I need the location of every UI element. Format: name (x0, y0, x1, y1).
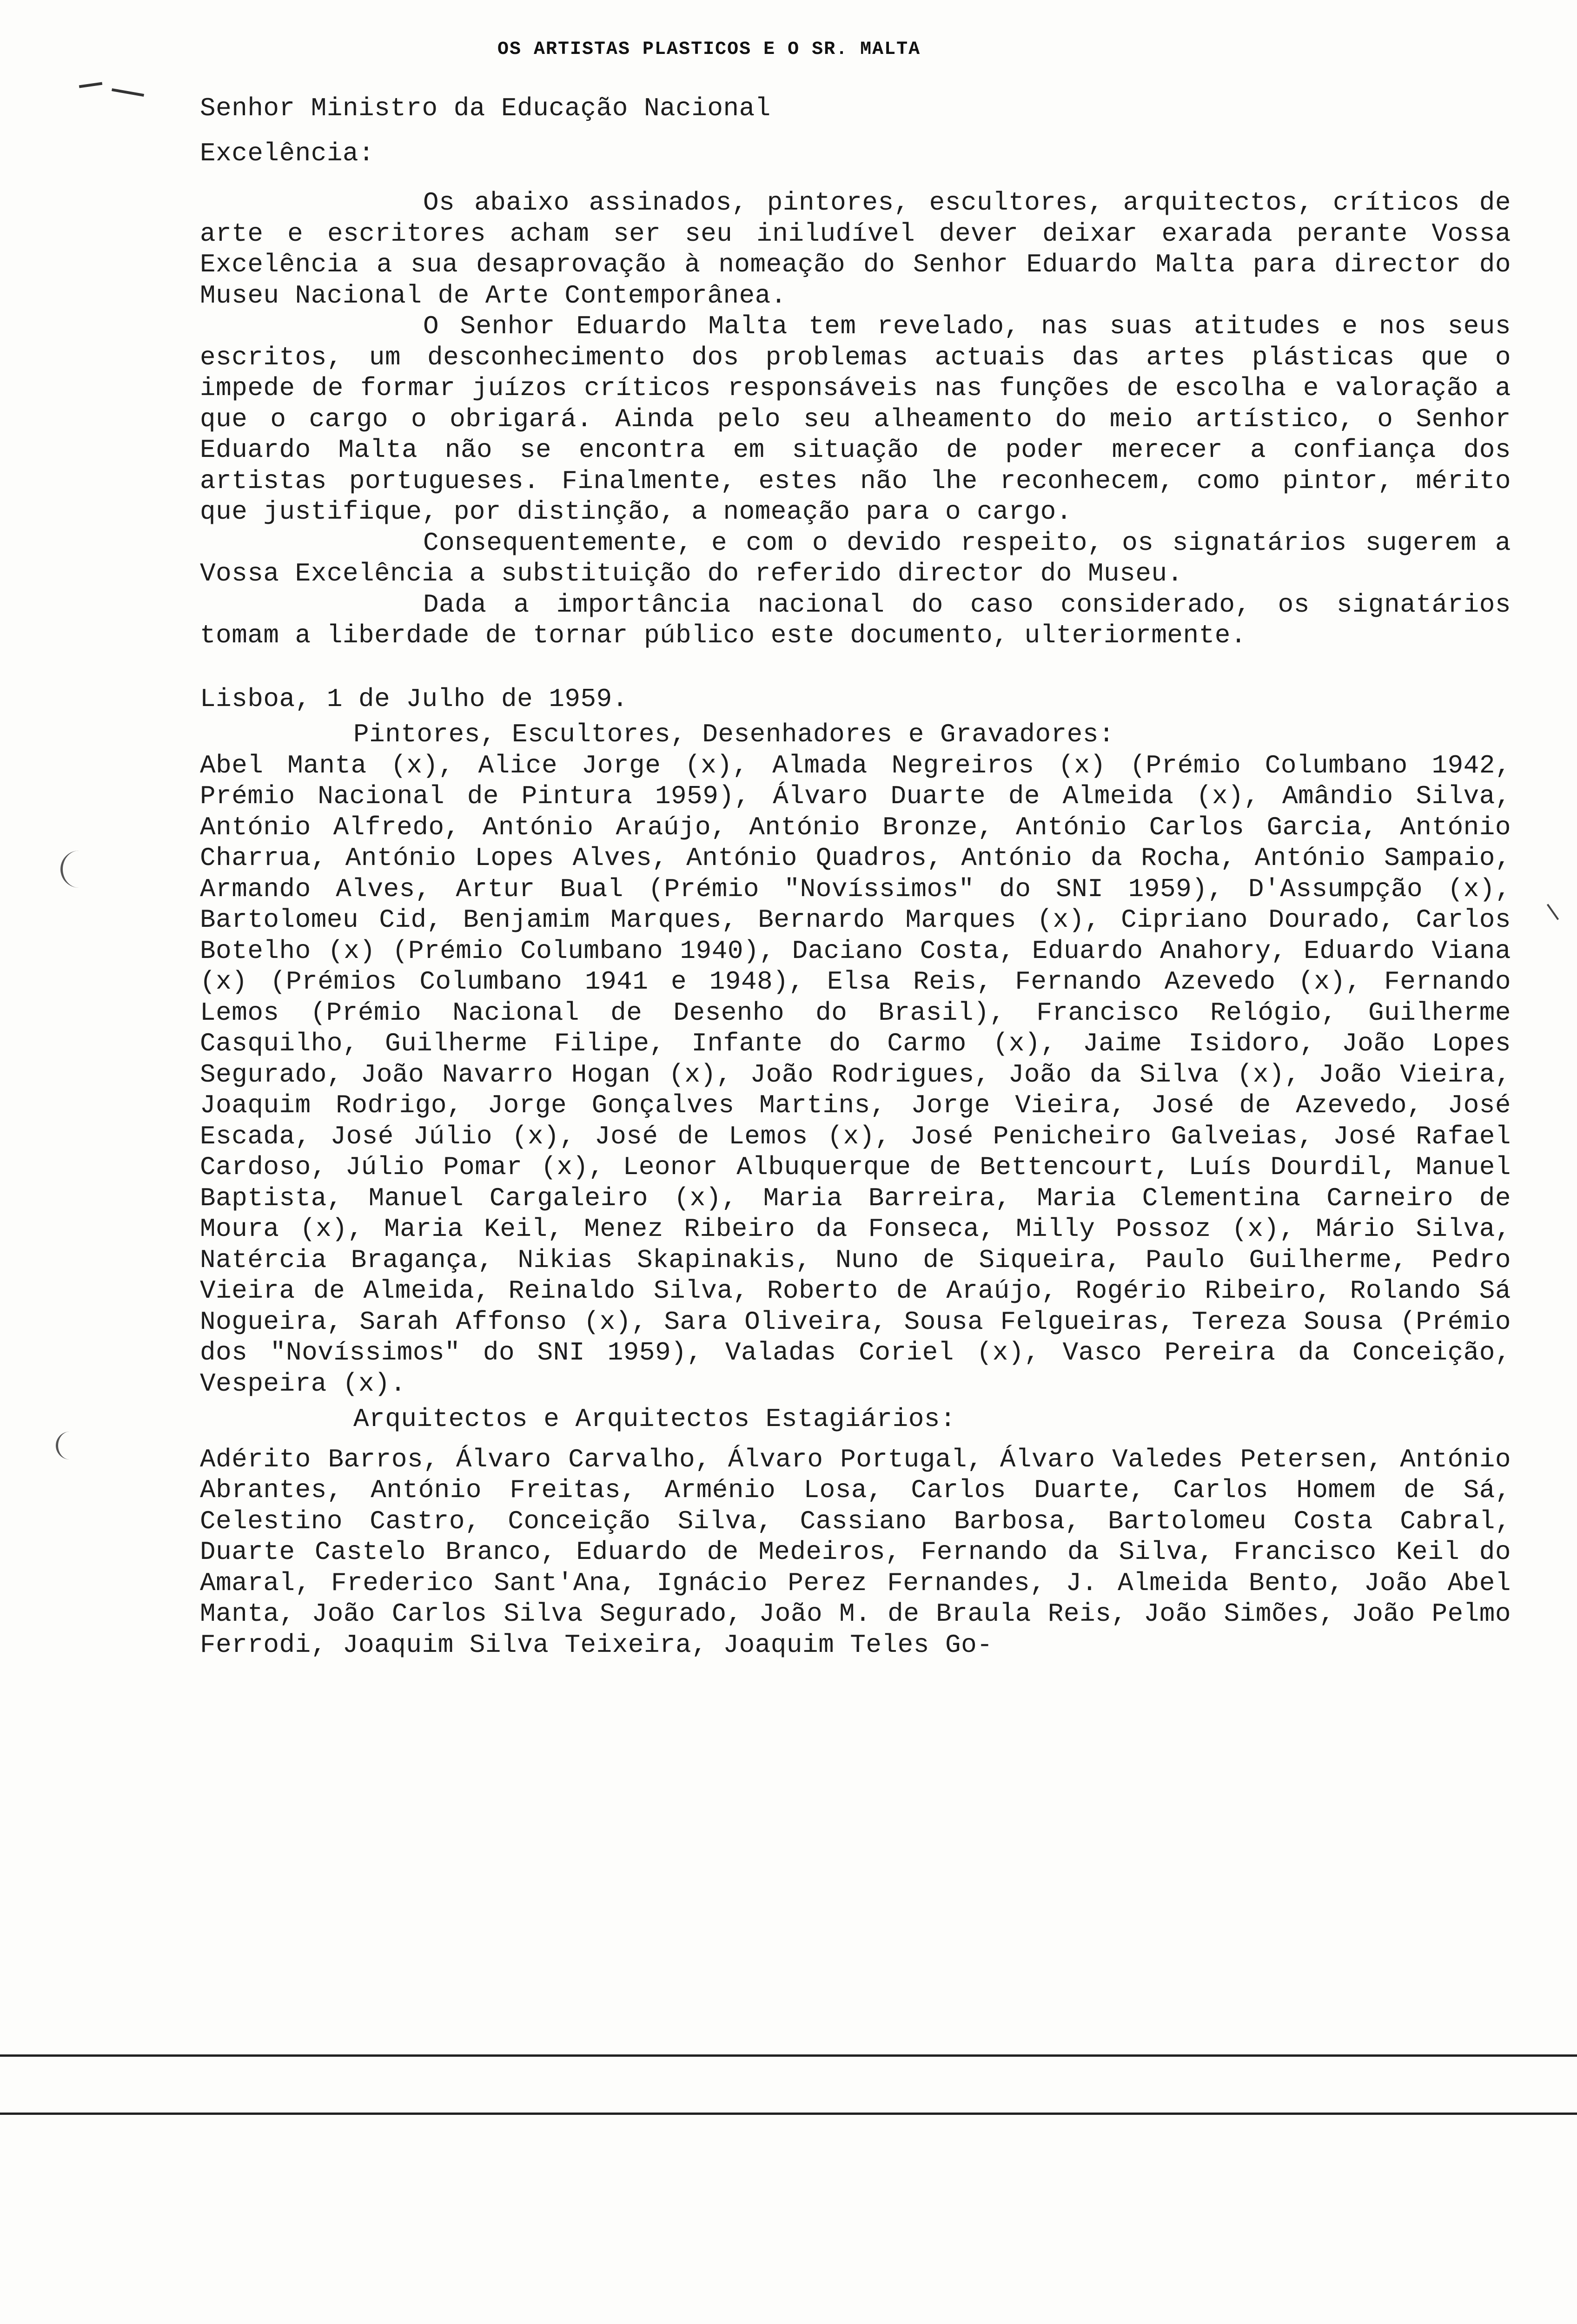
addressee: Senhor Ministro da Educação Nacional (200, 93, 771, 123)
letter-body (200, 93, 1511, 1660)
page-header: OS ARTISTAS PLASTICOS E O SR. MALTA (497, 39, 921, 60)
paragraph-4: Dada a importância nacional do caso considerado, os signatários tomam a liberdade de tornar público este documento, ulteriormente. (200, 589, 1511, 650)
margin-bracket (60, 851, 95, 888)
painters-title: Pintores, Escultores, Desenhadores e Gravadores: (353, 720, 1115, 749)
margin-mark (112, 88, 144, 97)
margin-bracket (56, 1432, 91, 1459)
paragraph-3: Consequentemente, e com o devido respeito, os signatários sugerem a Vossa Excelência a substituição do referido director do Museu. (200, 528, 1511, 588)
architects-title: Arquitectos e Arquitectos Estagiários: (353, 1404, 956, 1434)
paragraph-1: Os abaixo assinados, pintores, escultores, arquitectos, críticos de arte e escritores acham ser seu iniludível dever deixar exarada perante Vossa Excelência a sua desaprovação à nomeação do Senhor Eduardo Malta para director do Museu Nacional de Arte Contemporânea. (200, 188, 1511, 310)
bottom-rule (0, 2113, 1577, 2115)
bottom-rule (0, 2054, 1577, 2057)
margin-tick (1547, 904, 1559, 920)
spacer (200, 169, 1511, 187)
architects-list: Adérito Barros, Álvaro Carvalho, Álvaro Portugal, Álvaro Valedes Petersen, António Abrantes, António Freitas, Arménio Losa, Carlos Duarte, Carlos Homem de Sá, Celestino Castro, Conceição Silva, Cassiano Barbosa, Bartolomeu Costa Cabral, Duarte Castelo Branco, Eduardo de Medeiros, Fernando da Silva, Francisco Keil do Amaral, Frederico Sant'Ana, Ignácio Perez Fernandes, J. Almeida Bento, João Abel Manta, João Carlos Silva Segurado, João M. de Braula Reis, João Simões, João Pelmo Ferrodi, Joaquim Silva Teixeira, Joaquim Teles Go- (200, 1444, 1511, 1660)
salutation: Excelência: (200, 138, 375, 168)
margin-mark (79, 82, 102, 88)
paragraph-2: O Senhor Eduardo Malta tem revelado, nas suas atitudes e nos seus escritos, um desconhecimento dos problemas actuais das artes plásticas que o impede de formar juízos críticos responsáveis nas funções de escolha e valoração a que o cargo o obrigará. Ainda pelo seu alheamento do meio artístico, o Senhor Eduardo Malta não se encontra em situação de poder merecer a confiança dos artistas portugueses. Finalmente, estes não lhe reconhecem, como pintor, mérito que justifique, por distinção, a nomeação para o cargo. (200, 311, 1511, 527)
letter-date: Lisboa, 1 de Julho de 1959. (200, 684, 628, 714)
painters-list: Abel Manta (x), Alice Jorge (x), Almada Negreiros (x) (Prémio Columbano 1942, Prémio Nacional de Pintura 1959), Álvaro Duarte de Almeida (x), Amândio Silva, António Alfredo, António Araújo, António Bronze, António Carlos Garcia, António Charrua, António Lopes Alves, António Quadros, António da Rocha, António Sampaio, Armando Alves, Artur Bual (Prémio "Novíssimos" do SNI 1959), D'Assumpção (x), Bartolomeu Cid, Benjamim Marques, Bernardo Marques (x), Cipriano Dourado, Carlos Botelho (x) (Prémio Columbano 1940), Daciano Costa, Eduardo Anahory, Eduardo Viana (x) (Prémios Columbano 1941 e 1948), Elsa Reis, Fernando Azevedo (x), Fernando Lemos (Prémio Nacional de Desenho do Brasil), Francisco Relógio, Guilherme Casquilho, Guilherme Filipe, Infante do Carmo (x), Jaime Isidoro, João Lopes Segurado, João Navarro Hogan (x), João Rodrigues, João da Silva (x), João Vieira, Joaquim Rodrigo, Jorge Gonçalves Martins, Jorge Vieira, José de Azevedo, José Escada, José Júlio (x), José de Lemos (x), José Penicheiro Galveias, José Rafael Cardoso, Júlio Pomar (x), Leonor Albuquerque de Bettencourt, Luís Dourdil, Manuel Baptista, Manuel Cargaleiro (x), Maria Barreira, Maria Clementina Carneiro de Moura (x), Maria Keil, Menez Ribeiro da Fonseca, Milly Possoz (x), Mário Silva, Natércia Bragança, Nikias Skapinakis, Nuno de Siqueira, Paulo Guilherme, Pedro Vieira de Almeida, Reinaldo Silva, Roberto de Araújo, Rogério Ribeiro, Rolando Sá Nogueira, Sarah Affonso (x), Sara Oliveira, Sousa Felgueiras, Tereza Sousa (Prémio dos "Novíssimos" do SNI 1959), Valadas Coriel (x), Vasco Pereira da Conceição, Vespeira (x). (200, 750, 1511, 1399)
